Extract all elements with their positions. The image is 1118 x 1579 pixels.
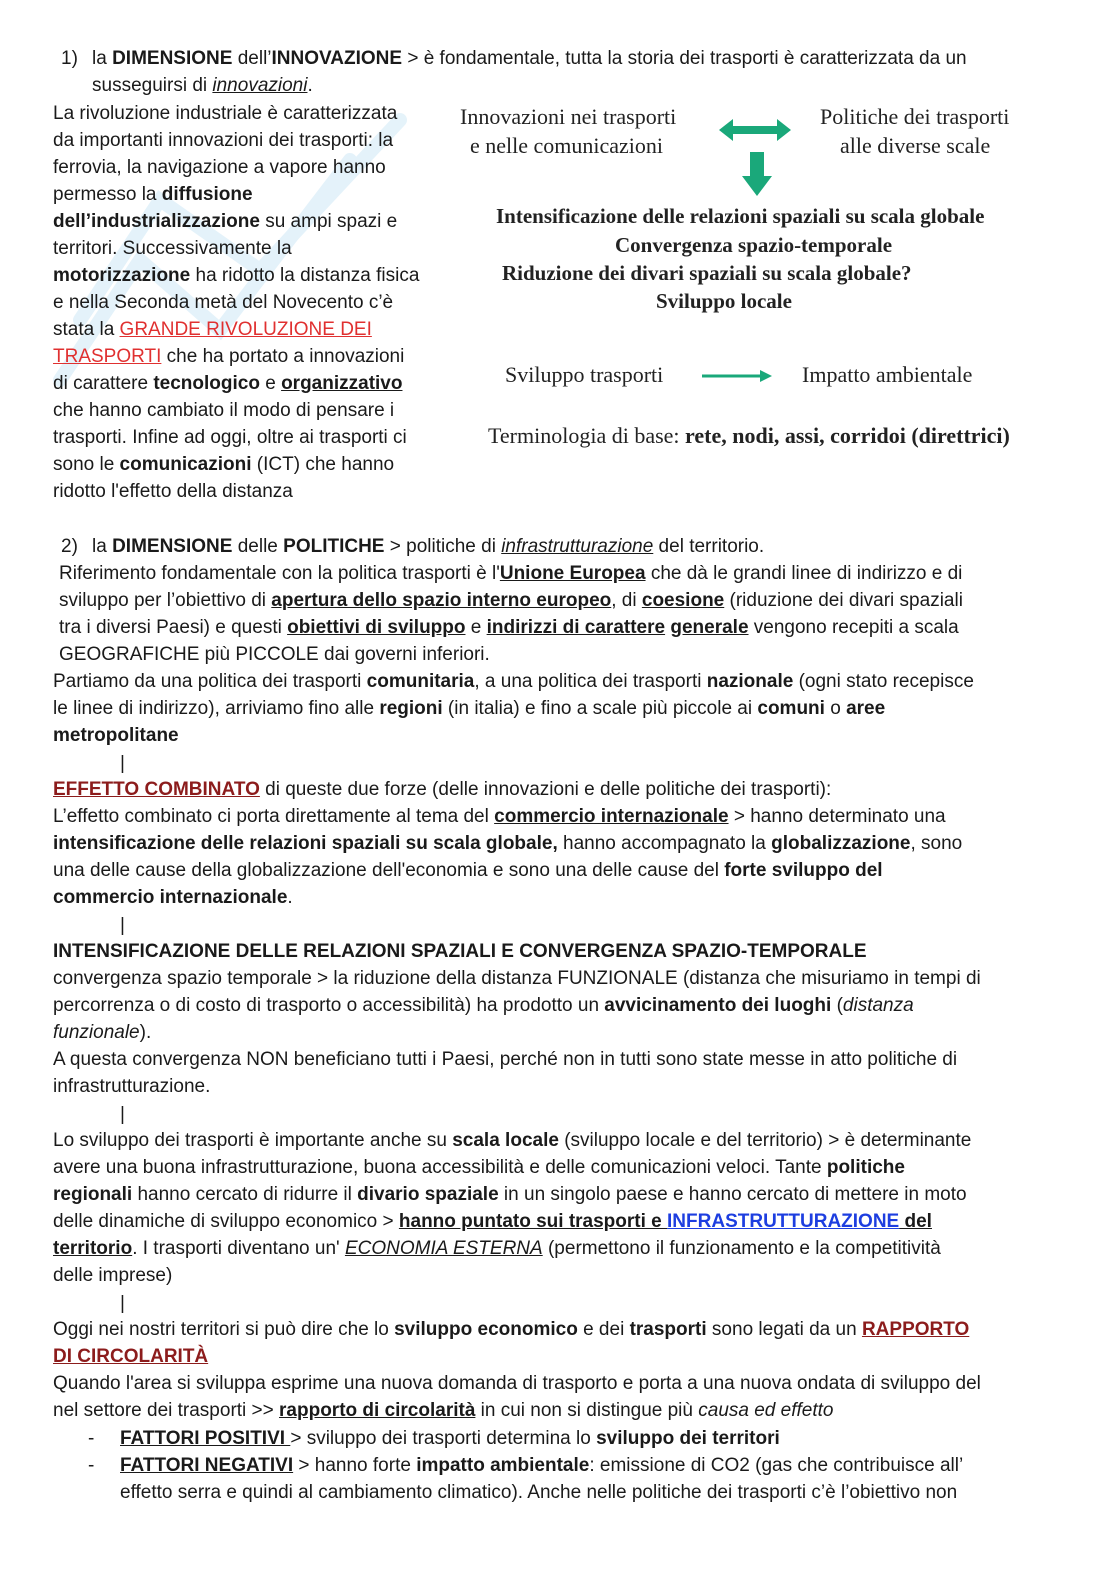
- diagram-impact-label: Impatto ambientale: [802, 362, 973, 387]
- paragraph-line: Lo sviluppo dei trasporti è importante anche su scala locale (sviluppo locale e del territorio) > è determinante: [53, 1130, 972, 1151]
- paragraph-line: tra i diversi Paesi) e questi obiettivi di sviluppo e indirizzi di carattere generale vengono recepiti a scala: [59, 617, 959, 638]
- down-arrow-icon: [740, 150, 774, 198]
- paragraph-line: nel settore dei trasporti >> rapporto di circolarità in cui non si distingue più causa ed effetto: [53, 1400, 834, 1421]
- diagram-development-label: Sviluppo trasporti: [505, 362, 664, 387]
- paragraph-line: sviluppo per l’obiettivo di apertura dello spazio interno europeo, di coesione (riduzione dei divari spaziali: [59, 590, 963, 611]
- column-line: La rivoluzione industriale è caratterizzata: [53, 103, 398, 124]
- paragraph-line: percorrenza o di costo di trasporto o accessibilità) ha prodotto un avvicinamento dei luoghi (distanza: [53, 995, 914, 1016]
- section-heading: INTENSIFICAZIONE DELLE RELAZIONI SPAZIALI E CONVERGENZA SPAZIO-TEMPORALE: [53, 941, 867, 962]
- column-line: dell’industrializzazione su ampi spazi e: [53, 211, 398, 232]
- paragraph-line: funzionale).: [53, 1022, 152, 1043]
- diagram-innovation-label: Innovazioni nei trasporti: [460, 104, 677, 129]
- paragraph-line: avere una buona infrastrutturazione, buona accessibilità e delle comunicazioni veloci. Tante politiche: [53, 1157, 905, 1178]
- diagram-terminology: Terminologia di base: rete, nodi, assi, corridoi (direttrici): [488, 423, 1010, 448]
- paragraph-line: GEOGRAFICHE più PICCOLE dai governi inferiori.: [59, 644, 490, 665]
- column-line: di carattere tecnologico e organizzativo: [53, 373, 403, 394]
- diagram-result-line: Convergenza spazio-temporale: [615, 233, 893, 257]
- column-line: stata la GRANDE RIVOLUZIONE DEI: [53, 319, 372, 340]
- paragraph-line: la DIMENSIONE dell’INNOVAZIONE > è fondamentale, tutta la storia dei trasporti è caratterizzata da un: [92, 48, 967, 69]
- separator: |: [120, 1293, 125, 1314]
- list-item-continuation: effetto serra e quindi al cambiamento climatico). Anche nelle politiche dei trasporti c’è l’obiettivo non: [120, 1482, 958, 1503]
- item-number: 1): [61, 48, 78, 69]
- diagram-policy-label: alle diverse scale: [840, 133, 991, 158]
- paragraph-line: le linee di indirizzo), arriviamo fino alle regioni (in italia) e fino a scale più piccole ai comuni o aree: [53, 698, 886, 719]
- paragraph-line: delle dinamiche di sviluppo economico > hanno puntato sui trasporti e INFRASTRUTTURAZIONE del: [53, 1211, 932, 1232]
- separator: |: [120, 1104, 125, 1125]
- right-arrow-icon: [700, 366, 775, 386]
- diagram-result-line: Sviluppo locale: [656, 289, 792, 313]
- paragraph-line: A questa convergenza NON beneficiano tutti i Paesi, perché non in tutti sono state messe in atto politiche di: [53, 1049, 958, 1070]
- paragraph-line: intensificazione delle relazioni spaziali su scala globale, hanno accompagnato la globalizzazione, sono: [53, 833, 963, 854]
- paragraph-line: EFFETTO COMBINATO di queste due forze (delle innovazioni e delle politiche dei trasporti):: [53, 779, 832, 800]
- item-number: 2): [61, 536, 78, 557]
- column-line: TRASPORTI che ha portato a innovazioni: [53, 346, 405, 367]
- paragraph-line: Oggi nei nostri territori si può dire che lo sviluppo economico e dei trasporti sono legati da un RAPPORTO: [53, 1319, 970, 1340]
- paragraph-line: DI CIRCOLARITÀ: [53, 1346, 209, 1367]
- paragraph-line: metropolitane: [53, 725, 179, 746]
- paragraph-line: Riferimento fondamentale con la politica trasporti è l'Unione Europea che dà le grandi linee di indirizzo e di: [59, 563, 963, 584]
- column-line: territori. Successivamente la: [53, 238, 292, 259]
- paragraph-line: L’effetto combinato ci porta direttamente al tema del commercio internazionale > hanno determinato una: [53, 806, 946, 827]
- column-line: sono le comunicazioni (ICT) che hanno: [53, 454, 395, 475]
- column-line: da importanti innovazioni dei trasporti: la: [53, 130, 394, 151]
- paragraph-line: territorio. I trasporti diventano un' ECONOMIA ESTERNA (permettono il funzionamento e la competitività: [53, 1238, 941, 1259]
- paragraph-line: infrastrutturazione.: [53, 1076, 211, 1097]
- column-line: permesso la diffusione: [53, 184, 253, 205]
- paragraph-line: susseguirsi di innovazioni.: [92, 75, 313, 96]
- column-line: motorizzazione ha ridotto la distanza fisica: [53, 265, 420, 286]
- bullet-dash: -: [88, 1428, 95, 1449]
- column-line: ferrovia, la navigazione a vapore hanno: [53, 157, 386, 178]
- diagram-result-line: Riduzione dei divari spaziali su scala globale?: [502, 261, 912, 285]
- double-arrow-icon: [715, 115, 795, 145]
- paragraph-line: regionali hanno cercato di ridurre il divario spaziale in un singolo paese e hanno cercato di mettere in moto: [53, 1184, 967, 1205]
- separator: |: [120, 753, 125, 774]
- paragraph-line: delle imprese): [53, 1265, 173, 1286]
- bullet-dash: -: [88, 1455, 95, 1476]
- diagram-result-line: Intensificazione delle relazioni spaziali su scala globale: [496, 204, 985, 228]
- column-line: ridotto l'effetto della distanza: [53, 481, 293, 502]
- paragraph-line: una delle cause della globalizzazione dell'economia e sono una delle cause del forte sviluppo del: [53, 860, 883, 881]
- column-line: che hanno cambiato il modo di pensare i: [53, 400, 395, 421]
- diagram-policy-label: Politiche dei trasporti: [820, 104, 1010, 129]
- paragraph-line: la DIMENSIONE delle POLITICHE > politiche di infrastrutturazione del territorio.: [92, 536, 765, 557]
- column-line: e nella Seconda metà del Novecento c’è: [53, 292, 394, 313]
- list-item: FATTORI POSITIVI > sviluppo dei trasporti determina lo sviluppo dei territori: [120, 1428, 780, 1449]
- paragraph-line: Partiamo da una politica dei trasporti comunitaria, a una politica dei trasporti nazionale (ogni stato recepisce: [53, 671, 974, 692]
- separator: |: [120, 915, 125, 936]
- paragraph-line: commercio internazionale.: [53, 887, 293, 908]
- column-line: trasporti. Infine ad oggi, oltre ai trasporti ci: [53, 427, 407, 448]
- diagram-innovation-label: e nelle comunicazioni: [470, 133, 664, 158]
- paragraph-line: convergenza spazio temporale > la riduzione della distanza FUNZIONALE (distanza che misuriamo in tempi di: [53, 968, 981, 989]
- list-item: FATTORI NEGATIVI > hanno forte impatto ambientale: emissione di CO2 (gas che contribuisce all’: [120, 1455, 964, 1476]
- paragraph-line: Quando l'area si sviluppa esprime una nuova domanda di trasporto e porta a una nuova ondata di sviluppo del: [53, 1373, 981, 1394]
